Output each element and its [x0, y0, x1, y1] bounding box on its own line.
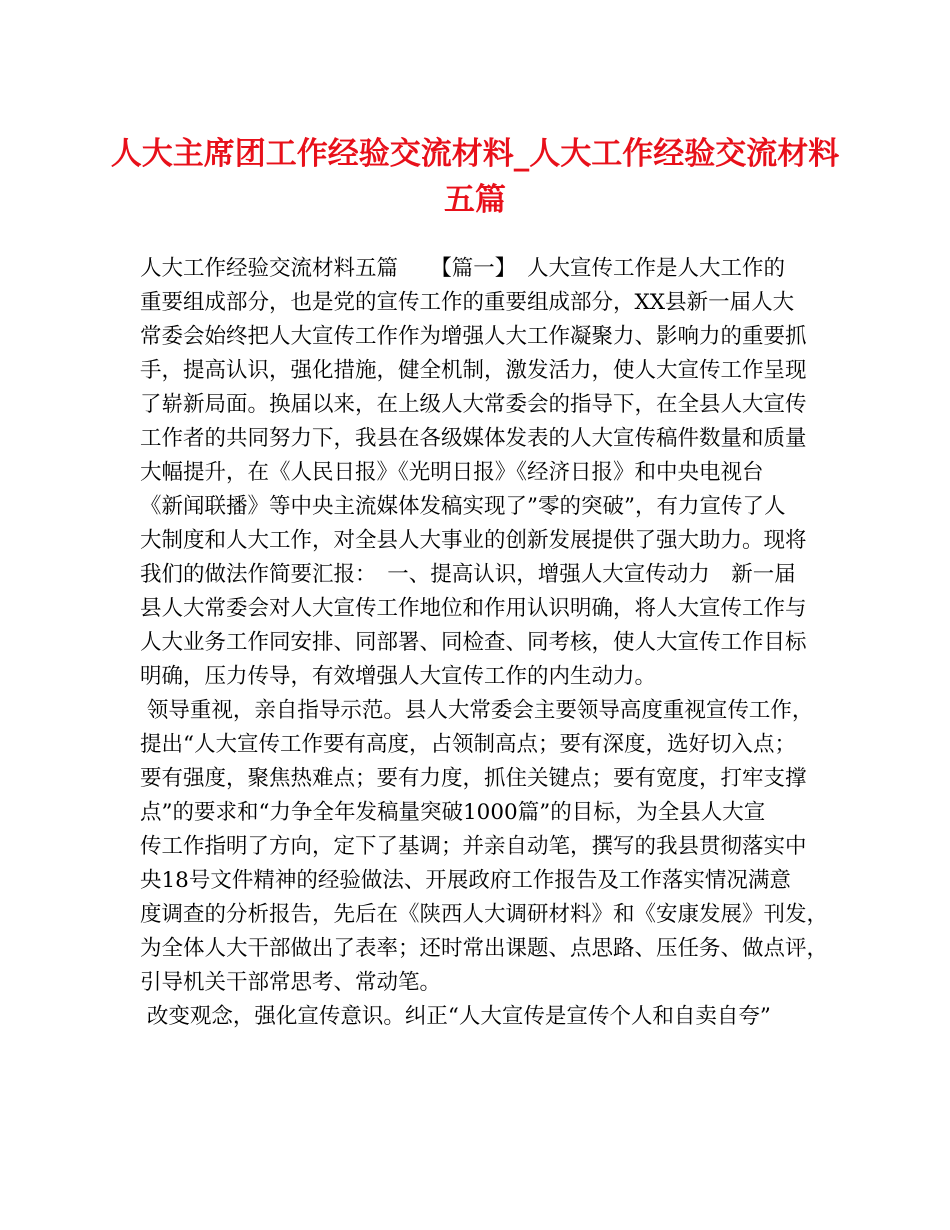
body-line: 工作者的共同努力下，我县在各级媒体发表的人大宣传稿件数量和质量: [140, 426, 807, 451]
body-line: 要有强度，聚焦热难点；要有力度，抓住关键点；要有宽度，打牢支撑: [140, 766, 807, 791]
body-line: 重要组成部分，也是党的宣传工作的重要组成部分，XX县新一届人大: [140, 290, 795, 315]
body-line: 手，提高认识，强化措施，健全机制，激发活力，使人大宣传工作呈现: [140, 358, 807, 383]
body-line: 央18号文件精神的经验做法、开展政府工作报告及工作落实情况满意: [140, 868, 791, 893]
body-line: 提出“人大宣传工作要有高度，占领制高点；要有深度，选好切入点；: [140, 732, 796, 757]
body-line: 人大工作经验交流材料五篇 【篇一】 人大宣传工作是人大工作的: [140, 256, 786, 281]
body-line: 点”的要求和“力争全年发稿量突破1000篇”的目标，为全县人大宣: [140, 800, 766, 825]
body-line: 度调查的分析报告，先后在《陕西人大调研材料》和《安康发展》刊发，: [140, 902, 829, 927]
body-line: 《新闻联播》等中央主流媒体发稿实现了”零的突破”，有力宣传了人: [140, 494, 786, 519]
body-line: 人大业务工作同安排、同部署、同检查、同考核，使人大宣传工作目标: [140, 630, 807, 655]
body-line: 为全体人大干部做出了表率；还时常出课题、点思路、压任务、做点评，: [140, 936, 829, 961]
body-line: 我们的做法作简要汇报： 一、提高认识，增强人大宣传动力 新一届: [140, 562, 796, 587]
body-line: 大制度和人大工作，对全县人大事业的创新发展提供了强大助力。现将: [140, 528, 807, 553]
body-line: 引导机关干部常思考、常动笔。: [140, 970, 442, 995]
body-line: 领导重视，亲自指导示范。县人大常委会主要领导高度重视宣传工作，: [140, 698, 814, 723]
body-line: 了崭新局面。换届以来，在上级人大常委会的指导下，在全县人大宣传: [140, 392, 807, 417]
body-line: 大幅提升，在《人民日报》《光明日报》《经济日报》和中央电视台: [140, 460, 764, 485]
body-line: 传工作指明了方向，定下了基调；并亲自动笔，撰写的我县贯彻落实中: [140, 834, 807, 859]
document-title-line-1: 人大主席团工作经验交流材料_人大工作经验交流材料: [110, 136, 840, 172]
body-line: 改变观念，强化宣传意识。纠正“人大宣传是宣传个人和自卖自夸”: [140, 1004, 771, 1029]
body-line: 常委会始终把人大宣传工作作为增强人大工作凝聚力、影响力的重要抓: [140, 324, 807, 349]
document-title-line-2: 五篇: [444, 182, 506, 218]
body-line: 县人大常委会对人大宣传工作地位和作用认识明确，将人大宣传工作与: [140, 596, 807, 621]
body-line: 明确，压力传导，有效增强人大宣传工作的内生动力。: [140, 664, 657, 689]
